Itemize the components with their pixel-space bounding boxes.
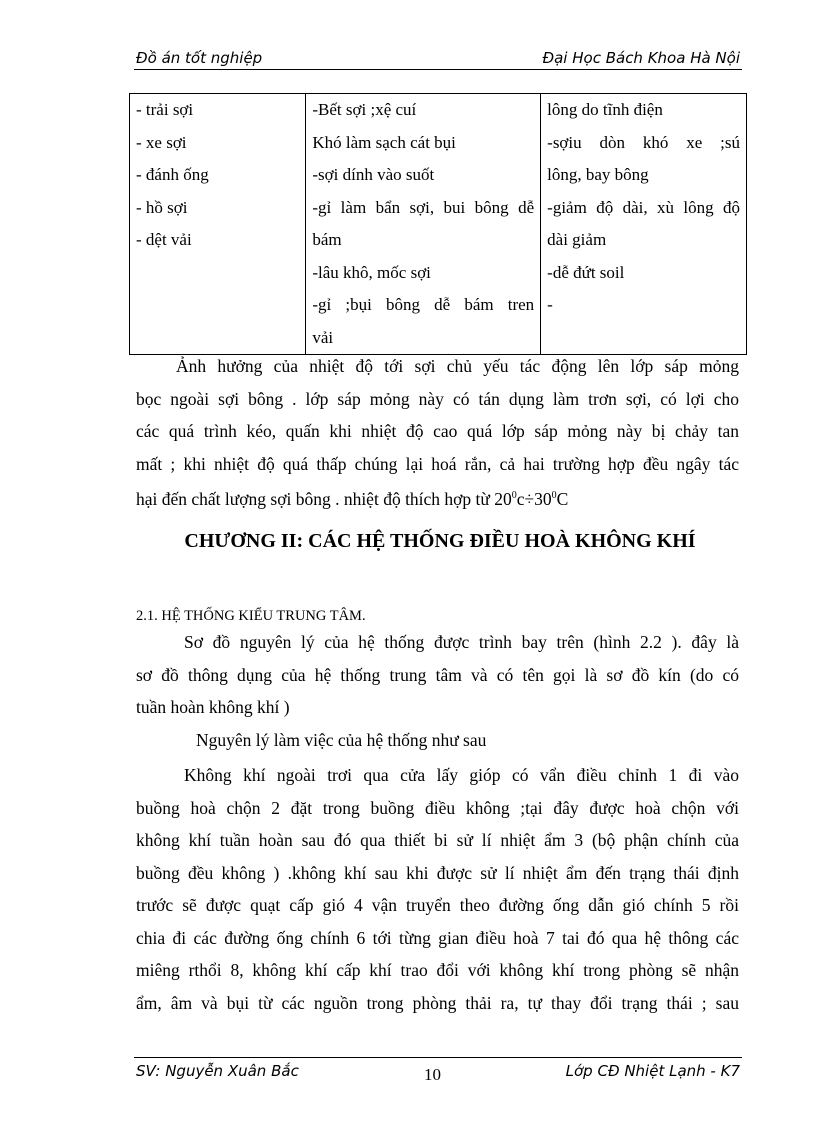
- paragraph-temperature-effect: [136, 350, 739, 513]
- text-line: mất ; khi nhiệt độ quá thấp chúng lại hoá rắn, cả hai trường hợp đều ngây tác: [136, 453, 739, 474]
- text-line: miêng rthổi 8, không khí cấp khí trao đổi với không khí trong phòng sẽ nhận: [136, 960, 739, 980]
- table-cell: -sợi dính vào suốt: [312, 165, 435, 184]
- chapter-title: CHƯƠNG II: CÁC HỆ THỐNG ĐIỀU HOÀ KHÔNG KHÍ: [184, 530, 696, 552]
- text-line: Sơ đồ nguyên lý của hệ thống được trình bay trên (hình 2.2 ). đây là: [184, 632, 739, 652]
- text-line: Nguyên lý làm việc của hệ thống như sau: [196, 730, 487, 750]
- text-line: không khí tuần hoàn sau đó qua thiết bi sử lí nhiệt ẩm 3 (bộ phận chính của: [136, 830, 739, 850]
- table-cell: Khó làm sạch cát bụi: [312, 132, 456, 152]
- degree-superscript: 0: [551, 490, 557, 501]
- table-cell: -Bết sợi ;xệ cuí: [312, 100, 417, 119]
- table-cell: -sợiu dòn khó xe ;sú: [547, 132, 740, 152]
- effects-table: [129, 93, 747, 355]
- header-right: Đại Học Bách Khoa Hà Nội: [542, 49, 740, 67]
- text-line: buồng đều không ) .không khí sau khi được sử lí nhiệt ẩm đến trạng thái định: [136, 862, 739, 883]
- table-cell: dài giảm: [547, 230, 607, 249]
- page-header: [134, 47, 742, 70]
- text-line: bọc ngoài sợi bông . lớp sáp mỏng này có tán dụng làm trơn sợi, có lợi cho: [136, 388, 739, 409]
- table-cell: lông, bay bông: [547, 165, 649, 184]
- table-cell: -giảm độ dài, xù lông độ: [547, 197, 740, 217]
- degree-superscript: 0: [511, 490, 517, 501]
- text-span: c÷30: [516, 488, 552, 509]
- table-cell: - xe sợi: [136, 132, 187, 152]
- table-cell: -dễ đứt soil: [547, 262, 625, 282]
- table-cell: -gỉ làm bẩn sợi, bui bông dễ: [312, 197, 535, 217]
- text-line: ẩm, âm và bụi từ các nguồn trong phòng thải ra, tự thay đổi trạng thái ; sau: [136, 992, 739, 1013]
- table-cell: bám: [312, 230, 342, 249]
- paragraph-principle-heading: [136, 724, 739, 757]
- table-row: [130, 94, 747, 355]
- table-cell: - dệt vải: [136, 230, 192, 249]
- table-cell: -: [547, 295, 553, 314]
- text-line: [136, 480, 739, 513]
- paragraph-operation: [136, 759, 739, 1019]
- footer-class: Lớp CĐ Nhiệt Lạnh - K7: [565, 1062, 740, 1080]
- text-line: sơ đồ thông dụng của hệ thống trung tâm và có tên gọi là sơ đồ kín (do có: [136, 664, 739, 685]
- footer-student: SV: Nguyễn Xuân Bắc: [136, 1062, 299, 1080]
- table-cell: - hồ sợi: [136, 197, 188, 217]
- table-col-high-humidity: [306, 94, 541, 355]
- text-line: Ảnh hưởng của nhiệt độ tới sợi chủ yếu tác động lên lớp sáp mỏng: [176, 356, 739, 376]
- text-line: các quá trình kéo, quấn khi nhiệt độ cao quá lớp sáp mỏng này bị chảy tan: [136, 421, 739, 441]
- text-line: tuần hoàn không khí ): [136, 697, 290, 717]
- table-col-process: [130, 94, 306, 355]
- section-heading: 2.1. HỆ THỐNG KIỂU TRUNG TÂM.: [136, 608, 366, 624]
- text-span: C: [556, 488, 569, 509]
- table-cell: -lâu khô, mốc sợi: [312, 262, 431, 282]
- table-cell: - trải sợi: [136, 100, 194, 119]
- text-line: trước sẽ được quạt cấp gió 4 vận truyển theo đường ống dẫn gió chính 5 rồi: [136, 895, 739, 915]
- paragraph-diagram-intro: [136, 626, 739, 724]
- header-left: Đồ án tốt nghiệp: [136, 49, 263, 67]
- page-number: 10: [424, 1065, 441, 1084]
- table-cell: lông do tĩnh điện: [547, 100, 663, 119]
- table-cell: -gỉ ;bụi bông dễ bám tren: [312, 295, 535, 314]
- table-col-low-humidity: [541, 94, 747, 355]
- table-cell: vải: [312, 327, 334, 347]
- text-line: Không khí ngoài trơi qua cửa lấy gióp có vẩn điều chỉnh 1 đi vào: [184, 765, 739, 785]
- table-cell: - đánh ống: [136, 165, 209, 184]
- text-span: hại đến chất lượng sợi bông . nhiệt độ thích hợp từ 20: [136, 488, 512, 509]
- text-line: chia đi các đường ống chính 6 tới từng gian điều hoà 7 tai đó qua hệ thông các: [136, 927, 739, 948]
- text-line: buồng hoà chộn 2 đặt trong buồng điều không ;tại đây được hoà chộn với: [136, 797, 739, 818]
- page-footer: [134, 1057, 742, 1088]
